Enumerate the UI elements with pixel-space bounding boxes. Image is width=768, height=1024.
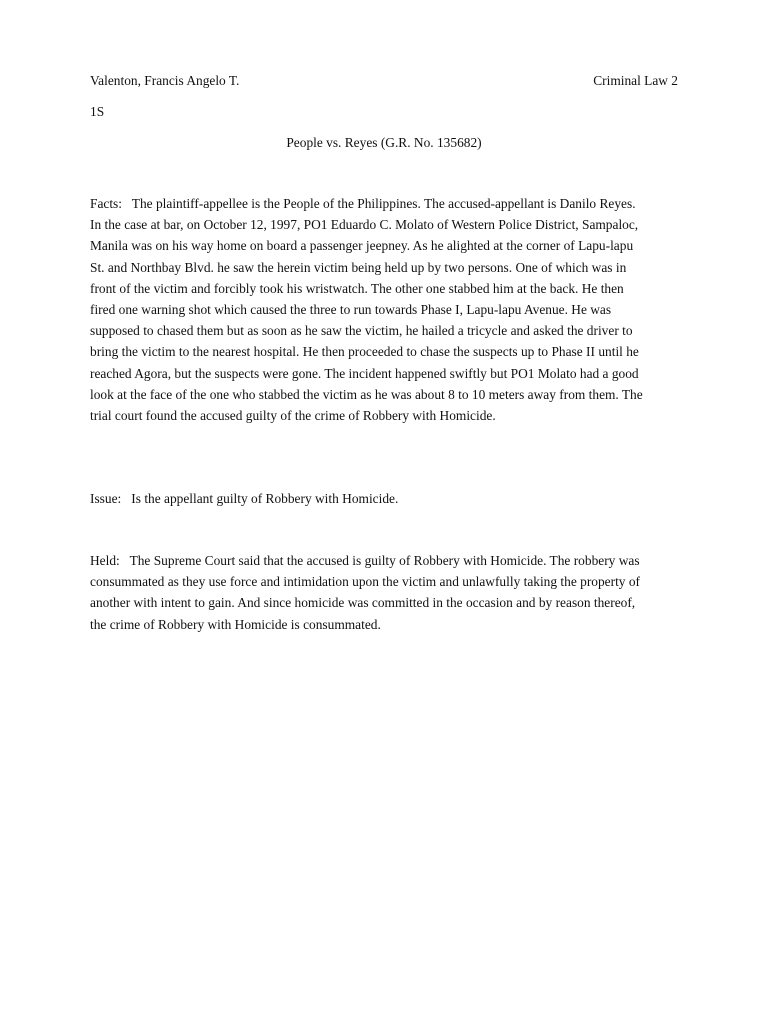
held-text: The Supreme Court said that the accused is guilty of Robbery with Homicide. The robbery was consummated as they use force and intimidation upon the victim and unlawfully taking the property of another with intent to gain. And since homicide was committed in the occasion and by reason thereof, the crime of Robbery with Homicide is consummated.: [90, 553, 640, 632]
facts-label: Facts:: [90, 196, 132, 211]
issue-text: Is the appellant guilty of Robbery with Homicide.: [131, 491, 399, 506]
held-paragraph: [90, 550, 650, 635]
page-header: [90, 71, 678, 91]
issue-paragraph: [90, 488, 650, 509]
case-title: People vs. Reyes (G.R. No. 135682): [286, 135, 482, 150]
facts-paragraph: [90, 193, 650, 426]
section-code: 1S: [90, 104, 105, 119]
author-name: Valenton, Francis Angelo T.: [90, 73, 240, 88]
course-name: Criminal Law 2: [593, 73, 678, 88]
issue-label: Issue:: [90, 491, 132, 506]
facts-text: The plaintiff-appellee is the People of the Philippines. The accused-appellant is Danilo Reyes. In the case at bar, on October 12, 1997, PO1 Eduardo C. Molato of Western Police District, Sampaloc, Manila was on his way home on board a passenger jeepney. As he alighted at the corner of Lapu-lapu St. and Northbay Blvd. he saw the herein victim being held up by two persons. One of which was in front of the victim and forcibly took his wristwatch. The other one stabbed him at the back. He then fired one warning shot which caused the three to run towards Phase I, Lapu-lapu Avenue. He was supposed to chased them but as soon as he saw the victim, he hailed a tricycle and asked the driver to bring the victim to the nearest hospital. He then proceeded to chase the suspects up to Phase II until he reached Agora, but the suspects were gone. The incident happened swiftly but PO1 Molato had a good look at the face of the one who stabbed the victim as he was about 8 to 10 meters away from them. The trial court found the accused guilty of the crime of Robbery with Homicide.: [90, 196, 643, 424]
held-label: Held:: [90, 553, 130, 568]
